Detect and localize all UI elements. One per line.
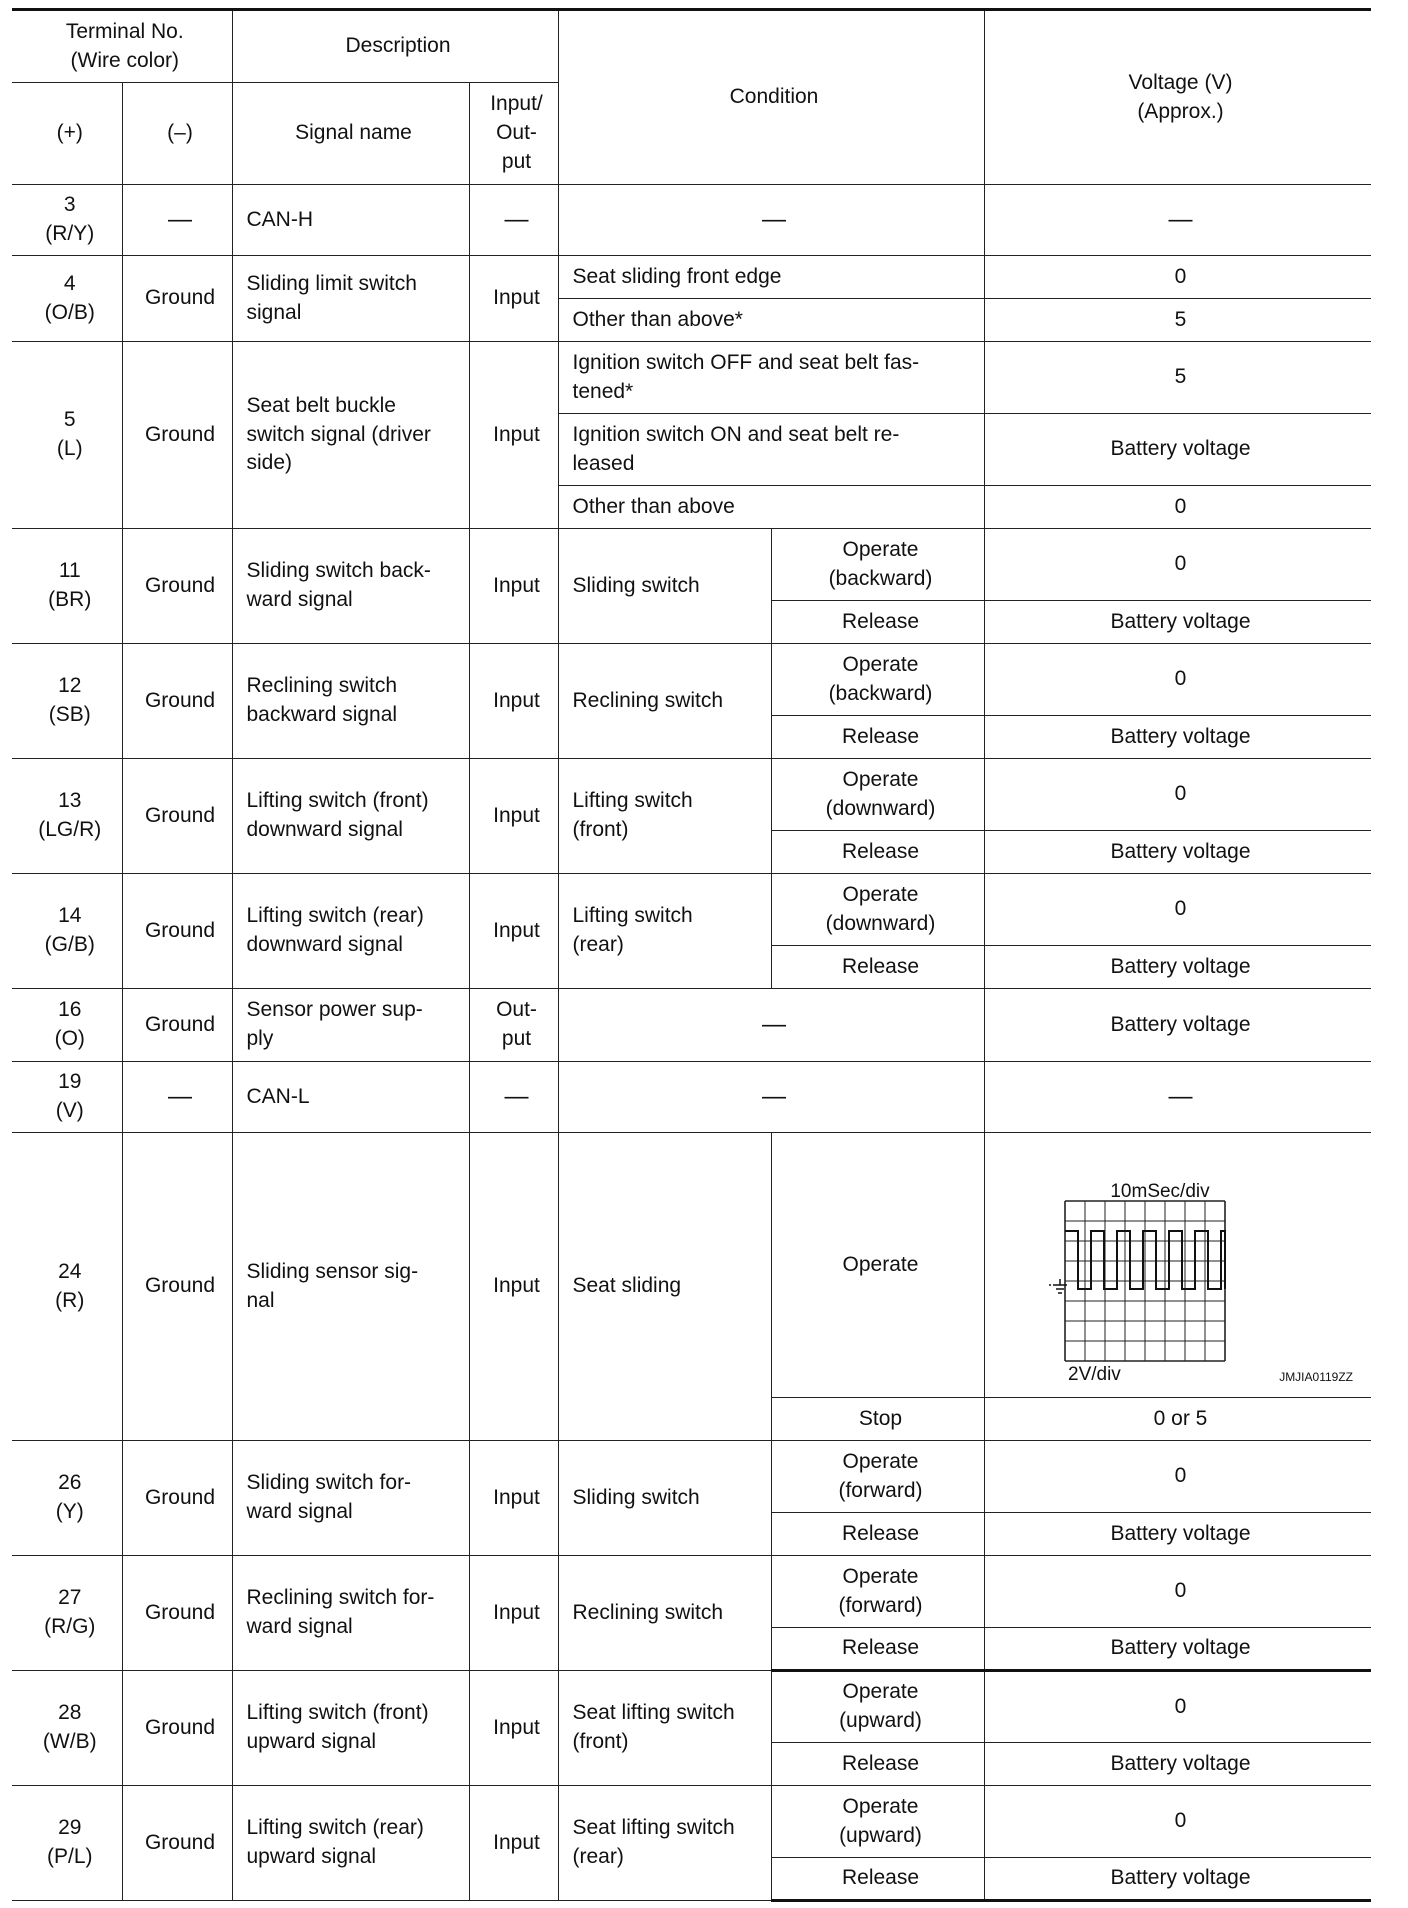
io-cell: — — [469, 1062, 558, 1133]
table-row-5 — [12, 342, 1371, 414]
terminal-spec-document — [12, 8, 1371, 1902]
state-cell: Stop — [771, 1398, 984, 1441]
state-cell: Release — [771, 1743, 984, 1786]
figure-code-label: JMJIA0119ZZ — [1278, 1370, 1353, 1384]
signal-cell: Lifting switch (rear) upward signal — [232, 1786, 469, 1901]
time-division-label: 10mSec/div — [1109, 1181, 1210, 1202]
minus-cell: Ground — [122, 1786, 232, 1901]
header-io: Input/ Out- put — [469, 83, 558, 185]
voltage-cell: — — [984, 185, 1371, 256]
signal-cell: Lifting switch (front) downward signal — [232, 759, 469, 874]
terminal-cell: 14 (G/B) — [12, 874, 122, 989]
condition-cell: Other than above — [558, 486, 984, 529]
minus-cell: Ground — [122, 342, 232, 529]
terminal-cell: 13 (LG/R) — [12, 759, 122, 874]
state-cell: Operate (backward) — [771, 529, 984, 601]
scope-grid — [1065, 1201, 1225, 1361]
table-row-27 — [12, 1556, 1371, 1628]
table-row-28 — [12, 1671, 1371, 1743]
signal-cell: Sliding switch back- ward signal — [232, 529, 469, 644]
table-row-4 — [12, 256, 1371, 299]
condition-cell: Lifting switch (rear) — [558, 874, 771, 989]
table-row-29 — [12, 1786, 1371, 1858]
voltage-cell: 0 — [984, 874, 1371, 946]
signal-cell: Lifting switch (rear) downward signal — [232, 874, 469, 989]
header-row-1 — [12, 10, 1371, 83]
voltage-cell: 0 — [984, 486, 1371, 529]
state-cell: Operate (forward) — [771, 1556, 984, 1628]
header-plus: (+) — [12, 83, 122, 185]
state-cell: Operate (upward) — [771, 1671, 984, 1743]
terminal-cell: 12 (SB) — [12, 644, 122, 759]
table-row-3 — [12, 185, 1371, 256]
io-cell: Input — [469, 1671, 558, 1786]
voltage-cell: 0 — [984, 529, 1371, 601]
io-cell: Input — [469, 1441, 558, 1556]
minus-cell: Ground — [122, 644, 232, 759]
signal-cell: Reclining switch backward signal — [232, 644, 469, 759]
state-cell: Operate (downward) — [771, 759, 984, 831]
state-cell: Operate (forward) — [771, 1441, 984, 1513]
condition-cell: Seat lifting switch (rear) — [558, 1786, 771, 1901]
io-cell: Out- put — [469, 989, 558, 1062]
voltage-cell: 0 — [984, 1671, 1371, 1743]
signal-cell: Sliding sensor sig- nal — [232, 1133, 469, 1441]
condition-cell: Reclining switch — [558, 644, 771, 759]
volt-division-label: 2V/div — [1067, 1364, 1121, 1385]
signal-cell: Lifting switch (front) upward signal — [232, 1671, 469, 1786]
condition-cell: Ignition switch OFF and seat belt fas- tened* — [558, 342, 984, 414]
io-cell: — — [469, 185, 558, 256]
io-cell: Input — [469, 1786, 558, 1901]
signal-cell: Seat belt buckle switch signal (driver side) — [232, 342, 469, 529]
terminal-cell: 19 (V) — [12, 1062, 122, 1133]
terminal-table — [12, 8, 1371, 1902]
state-cell: Operate (upward) — [771, 1786, 984, 1858]
voltage-cell: Battery voltage — [984, 601, 1371, 644]
waveform-cell — [984, 1133, 1371, 1398]
terminal-cell: 11 (BR) — [12, 529, 122, 644]
condition-cell: Lifting switch (front) — [558, 759, 771, 874]
io-cell: Input — [469, 1133, 558, 1441]
header-condition: Condition — [558, 10, 984, 185]
signal-cell: CAN-L — [232, 1062, 469, 1133]
io-cell: Input — [469, 529, 558, 644]
condition-cell: Sliding switch — [558, 529, 771, 644]
voltage-cell: Battery voltage — [984, 1858, 1371, 1901]
terminal-cell: 24 (R) — [12, 1133, 122, 1441]
condition-cell: — — [558, 1062, 984, 1133]
table-row-16 — [12, 989, 1371, 1062]
signal-cell: Sliding limit switch signal — [232, 256, 469, 342]
state-cell: Operate — [771, 1133, 984, 1398]
condition-cell: Sliding switch — [558, 1441, 771, 1556]
terminal-cell: 16 (O) — [12, 989, 122, 1062]
state-cell: Release — [771, 1513, 984, 1556]
signal-cell: Reclining switch for- ward signal — [232, 1556, 469, 1671]
minus-cell: — — [122, 1062, 232, 1133]
terminal-cell: 3 (R/Y) — [12, 185, 122, 256]
voltage-cell: Battery voltage — [984, 1743, 1371, 1786]
voltage-cell: 0 or 5 — [984, 1398, 1371, 1441]
header-terminal: Terminal No. (Wire color) — [12, 10, 232, 83]
terminal-cell: 27 (R/G) — [12, 1556, 122, 1671]
condition-cell: Seat lifting switch (front) — [558, 1671, 771, 1786]
condition-cell: Seat sliding front edge — [558, 256, 984, 299]
condition-cell: Reclining switch — [558, 1556, 771, 1671]
io-cell: Input — [469, 342, 558, 529]
state-cell: Release — [771, 831, 984, 874]
voltage-cell: 0 — [984, 644, 1371, 716]
voltage-cell: Battery voltage — [984, 831, 1371, 874]
state-cell: Release — [771, 601, 984, 644]
table-row-13 — [12, 759, 1371, 831]
io-cell: Input — [469, 644, 558, 759]
table-row-19 — [12, 1062, 1371, 1133]
signal-cell: Sliding switch for- ward signal — [232, 1441, 469, 1556]
table-row-11 — [12, 529, 1371, 601]
minus-cell: Ground — [122, 256, 232, 342]
state-cell: Release — [771, 946, 984, 989]
voltage-cell: 0 — [984, 1786, 1371, 1858]
signal-cell: CAN-H — [232, 185, 469, 256]
minus-cell: — — [122, 185, 232, 256]
minus-cell: Ground — [122, 1441, 232, 1556]
voltage-cell: Battery voltage — [984, 716, 1371, 759]
terminal-cell: 4 (O/B) — [12, 256, 122, 342]
terminal-cell: 28 (W/B) — [12, 1671, 122, 1786]
minus-cell: Ground — [122, 874, 232, 989]
oscilloscope-waveform — [985, 1133, 1371, 1397]
voltage-cell: Battery voltage — [984, 1628, 1371, 1671]
header-minus: (–) — [122, 83, 232, 185]
minus-cell: Ground — [122, 1133, 232, 1441]
condition-cell: Ignition switch ON and seat belt re- leased — [558, 414, 984, 486]
voltage-cell: Battery voltage — [984, 989, 1371, 1062]
state-cell: Operate (backward) — [771, 644, 984, 716]
signal-cell: Sensor power sup- ply — [232, 989, 469, 1062]
header-description: Description — [232, 10, 558, 83]
table-row-26 — [12, 1441, 1371, 1513]
voltage-cell: 5 — [984, 342, 1371, 414]
table-row-12 — [12, 644, 1371, 716]
condition-cell: Seat sliding — [558, 1133, 771, 1441]
header-signal-name: Signal name — [232, 83, 469, 185]
io-cell: Input — [469, 1556, 558, 1671]
voltage-cell: — — [984, 1062, 1371, 1133]
minus-cell: Ground — [122, 759, 232, 874]
condition-cell: — — [558, 989, 984, 1062]
terminal-cell: 26 (Y) — [12, 1441, 122, 1556]
voltage-cell: 0 — [984, 1556, 1371, 1628]
condition-cell: — — [558, 185, 984, 256]
voltage-cell: 5 — [984, 299, 1371, 342]
voltage-cell: Battery voltage — [984, 1513, 1371, 1556]
voltage-cell: Battery voltage — [984, 414, 1371, 486]
minus-cell: Ground — [122, 1556, 232, 1671]
state-cell: Operate (downward) — [771, 874, 984, 946]
voltage-cell: 0 — [984, 1441, 1371, 1513]
minus-cell: Ground — [122, 989, 232, 1062]
state-cell: Release — [771, 1858, 984, 1901]
voltage-cell: Battery voltage — [984, 946, 1371, 989]
io-cell: Input — [469, 256, 558, 342]
voltage-cell: 0 — [984, 256, 1371, 299]
terminal-cell: 5 (L) — [12, 342, 122, 529]
table-row-14 — [12, 874, 1371, 946]
minus-cell: Ground — [122, 529, 232, 644]
io-cell: Input — [469, 874, 558, 989]
table-row-24 — [12, 1133, 1371, 1398]
minus-cell: Ground — [122, 1671, 232, 1786]
terminal-cell: 29 (P/L) — [12, 1786, 122, 1901]
state-cell: Release — [771, 716, 984, 759]
condition-cell: Other than above* — [558, 299, 984, 342]
io-cell: Input — [469, 759, 558, 874]
voltage-cell: 0 — [984, 759, 1371, 831]
state-cell: Release — [771, 1628, 984, 1671]
header-voltage: Voltage (V) (Approx.) — [984, 10, 1371, 185]
